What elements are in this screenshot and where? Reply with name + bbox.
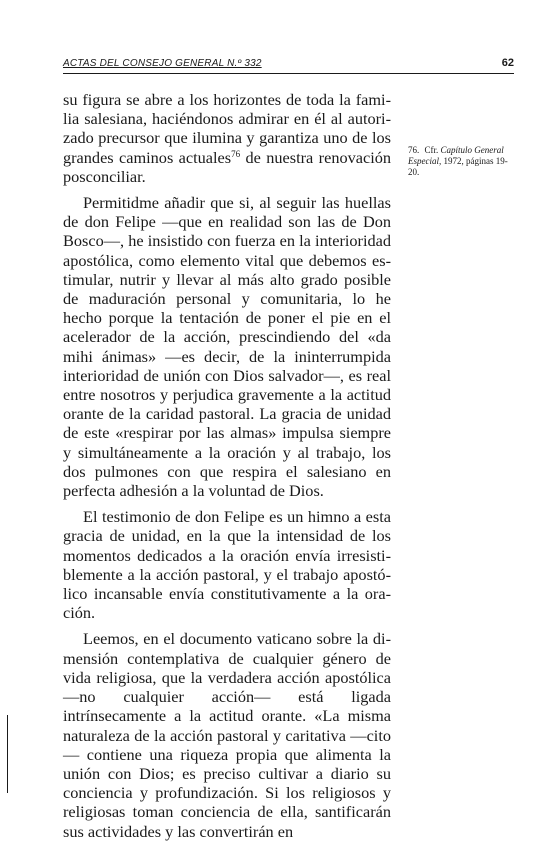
paragraph-4: Leemos, en el documento vaticano sobre la dimensión contemplativa de cualquier género de vida religiosa, que la verdadera acción apostólica —no cualquier acción— está ligada intrínsecamente a la actitud orante. «La misma naturaleza de la acción pastoral y caritativa —cito— contiene una riqueza propia que alimenta la unión con Dios; es preciso cultivar a diario su conciencia y profundización. Si los religiosos y religiosas toman conciencia de ella, santificarán sus actividades y las convertirán en	[63, 629, 391, 841]
footnote-rest: 1972, páginas 19-20.	[408, 156, 508, 177]
page-number: 62	[501, 57, 514, 69]
scan-edge-line	[7, 715, 8, 793]
paragraph-1-text-end: de nuestra renovación posconciliar.	[63, 147, 391, 186]
paragraph-1	[63, 90, 391, 186]
margin-footnote	[408, 145, 516, 178]
paragraph-3: El testimonio de don Felipe es un himno a esta gracia de unidad, en la que la intensidad de los momentos dedicados a la oración envía irresistiblemente a la acción pastoral, y el trabajo apostólico incansable envía constitutivamente a la oración.	[63, 507, 391, 623]
header-title: ACTAS DEL CONSEJO GENERAL N.º 332	[63, 58, 262, 69]
footnote-prefix: Cfr.	[424, 145, 439, 155]
running-header	[63, 57, 514, 74]
paragraph-2: Permitidme añadir que si, al seguir las huellas de don Felipe —que en realidad son las de Don Bosco—, he insistido con fuerza en la interioridad apostólica, como elemento vital que debemos estimular, nutrir y llevar al más alto grado posible de maduración personal y comunitaria, lo he hecho porque la tentación de poner el pie en el acelerador de la acción, prescindiendo del «da mihi ánimas» —es decir, de la ininterrumpida interioridad de unión con Dios salvador—, es real entre nosotros y perjudica gravemente a la actitud orante de la caridad pastoral. La gracia de unidad de este «respirar por las almas» impulsa siempre y simultáneamente a la oración y al trabajo, los dos pulmones con que respira el salesiano en perfecta adhesión a la voluntad de Dios.	[63, 193, 391, 501]
footnote-title: Capítulo General Especial,	[408, 145, 504, 166]
paragraph-1-text: su figura se abre a los horizontes de toda la familia salesiana, haciéndonos admirar en él al autorizado precursor que ilumina y garantiza uno de los grandes caminos actuales	[63, 90, 391, 167]
footnote-number: 76.	[408, 145, 420, 155]
body-text	[63, 90, 391, 848]
footnote-reference: 76	[231, 148, 241, 159]
